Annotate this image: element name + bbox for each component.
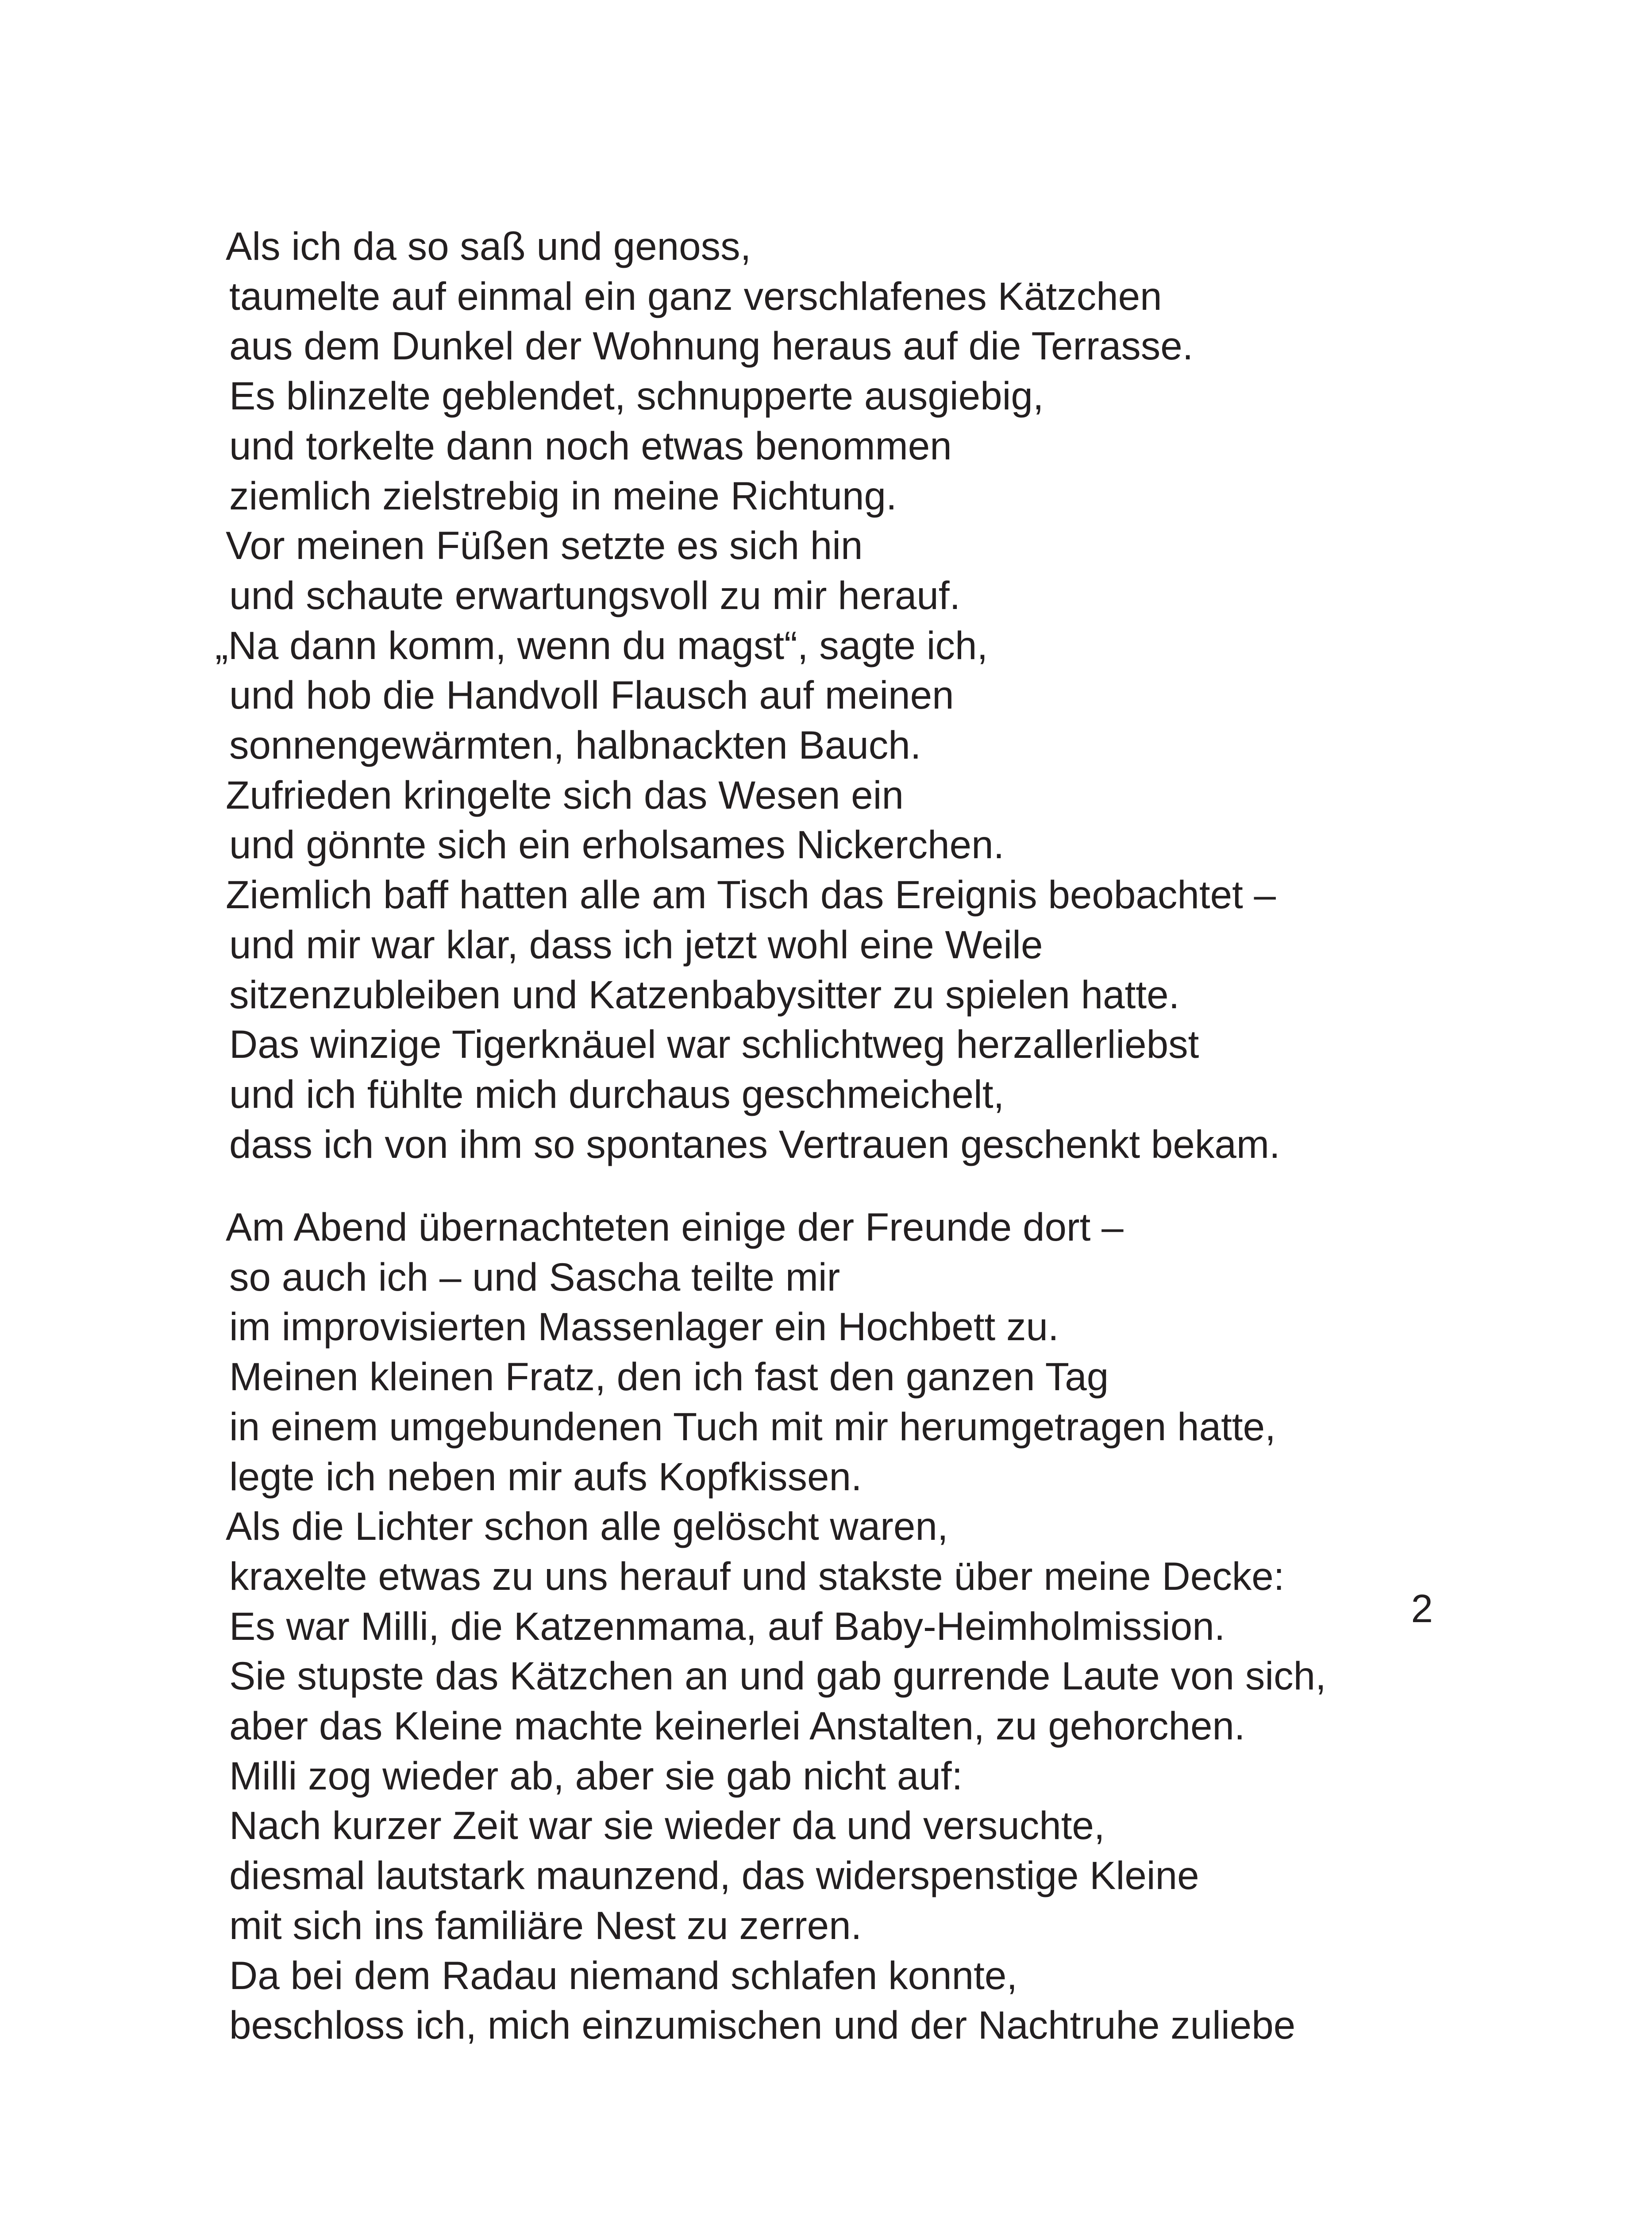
text-line: Zufrieden kringelte sich das Wesen ein <box>226 772 904 817</box>
text-line: Meinen kleinen Fratz, den ich fast den ganzen Tag <box>229 1354 1109 1399</box>
text-line: Ziemlich baff hatten alle am Tisch das Ereignis beobachtet – <box>226 872 1276 917</box>
text-line: Am Abend übernachteten einige der Freunde dort – <box>226 1205 1124 1249</box>
text-line: Sie stupste das Kätzchen an und gab gurrende Laute von sich, <box>229 1654 1326 1698</box>
text-line: aus dem Dunkel der Wohnung heraus auf die Terrasse. <box>229 324 1194 368</box>
text-line: Milli zog wieder ab, aber sie gab nicht auf: <box>229 1753 963 1798</box>
text-line: mit sich ins familiäre Nest zu zerren. <box>229 1903 862 1947</box>
text-line: und gönnte sich ein erholsames Nickerchen. <box>229 822 1005 867</box>
text-line: und ich fühlte mich durchaus geschmeichelt, <box>229 1072 1005 1116</box>
text-line: Es blinzelte geblendet, schnupperte ausgiebig, <box>229 374 1044 418</box>
text-line: Es war Milli, die Katzenmama, auf Baby-Heimholmission. <box>229 1604 1225 1648</box>
text-line: so auch ich – und Sascha teilte mir <box>229 1254 840 1299</box>
text-line: Da bei dem Radau niemand schlafen konnte, <box>229 1953 1018 1997</box>
text-line: Das winzige Tigerknäuel war schlichtweg herzallerliebst <box>229 1022 1199 1067</box>
text-line: aber das Kleine machte keinerlei Anstalten, zu gehorchen. <box>229 1704 1245 1748</box>
text-line: Vor meinen Füßen setzte es sich hin <box>226 523 863 568</box>
text-line: dass ich von ihm so spontanes Vertrauen geschenkt bekam. <box>229 1122 1280 1166</box>
text-line: beschloss ich, mich einzumischen und der Nachtruhe zuliebe <box>229 2003 1296 2047</box>
text-line: Als die Lichter schon alle gelöscht waren, <box>226 1504 948 1549</box>
text-line: ziemlich zielstrebig in meine Richtung. <box>229 473 897 518</box>
text-line: und torkelte dann noch etwas benommen <box>229 423 952 468</box>
text-line: im improvisierten Massenlager ein Hochbett zu. <box>229 1304 1059 1349</box>
text-line: legte ich neben mir aufs Kopfkissen. <box>229 1454 862 1499</box>
page-number: 2 <box>1411 1586 1433 1631</box>
text-line: diesmal lautstark maunzend, das widerspenstige Kleine <box>229 1853 1199 1898</box>
text-line: in einem umgebundenen Tuch mit mir herumgetragen hatte, <box>229 1404 1276 1449</box>
text-line: kraxelte etwas zu uns herauf und stakste über meine Decke: <box>229 1554 1285 1598</box>
text-line: Als ich da so saß und genoss, <box>226 224 751 268</box>
text-line: und mir war klar, dass ich jetzt wohl eine Weile <box>229 922 1043 967</box>
text-line: taumelte auf einmal ein ganz verschlafenes Kätzchen <box>229 274 1162 318</box>
text-line: Nach kurzer Zeit war sie wieder da und versuchte, <box>229 1803 1105 1848</box>
stanza-2 <box>226 1202 1326 2050</box>
text-line: sitzenzubleiben und Katzenbabysitter zu spielen hatte. <box>229 972 1180 1017</box>
text-line: und hob die Handvoll Flausch auf meinen <box>229 673 954 717</box>
text-line: sonnengewärmten, halbnackten Bauch. <box>229 723 921 767</box>
text-line: und schaute erwartungsvoll zu mir herauf. <box>229 573 961 617</box>
stanza-1 <box>215 221 1280 1169</box>
text-line: „Na dann komm, wenn du magst“, sagte ich, <box>215 623 988 667</box>
